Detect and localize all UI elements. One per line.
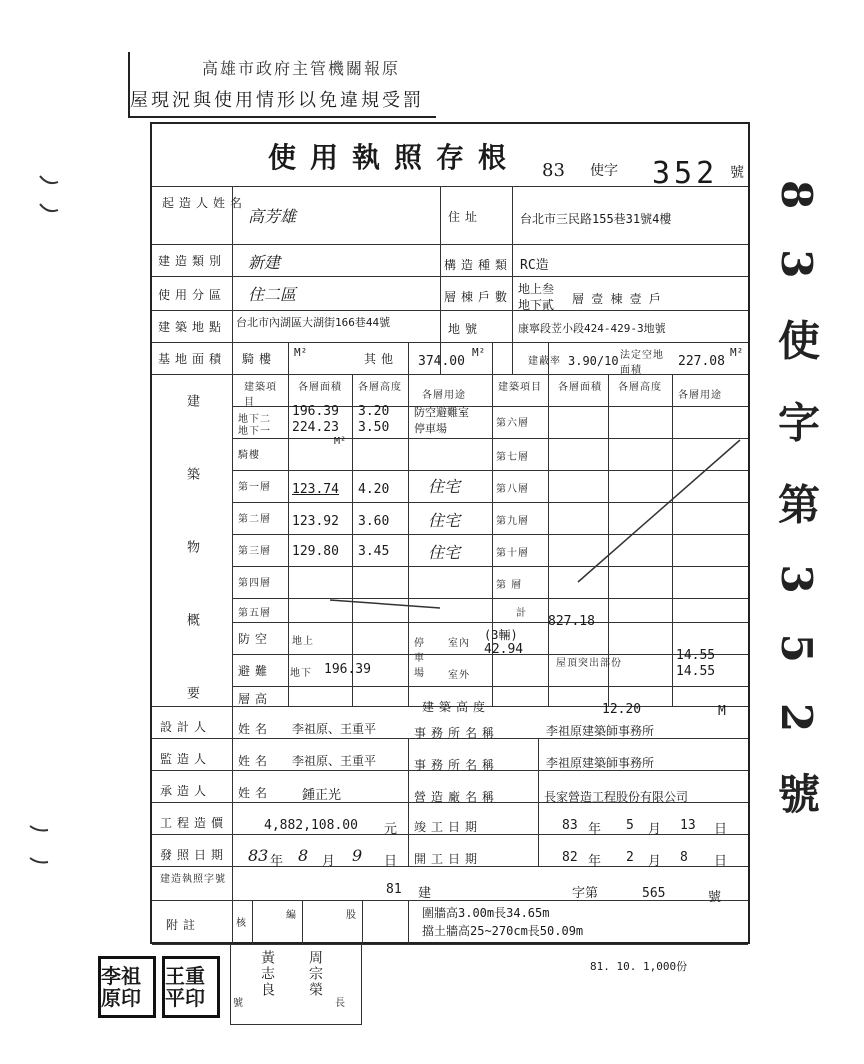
floors-below: 地下貳 <box>518 298 555 312</box>
floor-row: 地下一 <box>238 426 271 437</box>
land-value: 康寧段苙小段424-429-3地號 <box>518 322 666 335</box>
floors-above: 地上叁 <box>518 282 555 296</box>
unit-m2: M² <box>334 436 347 447</box>
stamp-line-2: 屋現況與使用情形以免違規受罰 <box>130 90 424 111</box>
f3-area: 129.80 <box>292 544 339 559</box>
roof-label: 屋頂突出部份 <box>556 658 622 669</box>
arcade-unit: M² <box>294 346 308 359</box>
b1-use: 停車場 <box>414 422 447 435</box>
overview-label: 建築物概要 <box>184 394 199 759</box>
completion-year: 83 <box>562 818 578 833</box>
outdoor-label: 室外 <box>448 670 470 681</box>
start-month: 2 <box>626 850 634 865</box>
location-value: 台北市內湖區大湖街166巷44號 <box>236 316 391 329</box>
build-type-label: 建造類別 <box>158 254 227 268</box>
start-year: 82 <box>562 850 578 865</box>
roof-area-2: 14.55 <box>676 664 716 679</box>
permit-no-suffix: 號 <box>708 890 722 905</box>
total-label: 計 <box>516 608 527 619</box>
permit-suffix: 號 <box>730 165 744 181</box>
f2-area: 123.92 <box>292 514 339 529</box>
issue-month: 8 <box>298 846 309 865</box>
unit-day: 日 <box>714 822 728 837</box>
signoff-number: 號 <box>233 998 244 1009</box>
unit-month: 月 <box>648 854 662 869</box>
applicant-label: 起造人姓名 <box>162 196 248 210</box>
height-header-right: 各層高度 <box>618 382 662 393</box>
legal-space-label: 法定空地面積 <box>620 350 664 376</box>
floor-row-right: 第 層 <box>496 580 523 591</box>
office-label: 事務所名稱 <box>414 758 500 772</box>
firm-label: 營造廠名稱 <box>414 790 500 804</box>
address-value: 台北市三民路155巷31號4樓 <box>520 212 672 226</box>
designer-value: 李祖原、王重平 <box>292 722 377 736</box>
signoff-staff-2: 周宗榮 <box>307 950 323 998</box>
signoff-sign: 股 <box>346 910 357 921</box>
b2-height: 3.20 <box>358 404 390 419</box>
unit-year: 年 <box>588 822 602 837</box>
name-label: 姓名 <box>238 786 273 800</box>
b2-use: 防空避難室 <box>414 406 469 419</box>
cost-unit: 元 <box>384 822 398 837</box>
seal-left: 李祖原印 <box>98 956 156 1018</box>
unit-month: 月 <box>648 822 662 837</box>
use-header: 各層用途 <box>422 390 466 401</box>
form-title: 使用執照存根 <box>268 141 521 174</box>
location-label: 建築地點 <box>158 320 227 334</box>
underground-label: 地下 <box>290 668 312 679</box>
f2-use: 住宅 <box>428 511 461 530</box>
parking-label: 停車場 <box>414 638 425 679</box>
address-label: 住址 <box>448 210 483 224</box>
margin-handwriting: 83使字第352號 <box>772 180 821 855</box>
permit-no-value: 565 <box>642 886 666 901</box>
b1-area: 224.23 <box>292 420 339 435</box>
building-height-label: 建築高度 <box>422 700 491 714</box>
structure-label: 構造種類 <box>444 258 513 272</box>
issue-day: 9 <box>352 846 363 865</box>
permit-no-char: 字第 <box>572 886 599 901</box>
base-area-label: 基地面積 <box>158 352 227 366</box>
completion-month: 5 <box>626 818 634 833</box>
supervisor-value: 李祖原、王重平 <box>292 754 377 768</box>
f1-use: 住宅 <box>428 477 461 496</box>
completion-label: 竣工日期 <box>414 820 483 834</box>
designer-label: 設計人 <box>160 720 212 734</box>
f1-height: 4.20 <box>358 482 390 497</box>
f3-height: 3.45 <box>358 544 390 559</box>
remarks-label: 附註 <box>166 918 201 932</box>
shelter-label: 避難 <box>238 664 273 678</box>
layer-height-label: 層高 <box>238 692 273 706</box>
other-unit: M² <box>472 346 486 359</box>
unit-month: 月 <box>322 854 336 869</box>
floor-row: 第三層 <box>238 546 271 557</box>
floor-row-right: 第七層 <box>496 452 529 463</box>
floor-row: 第五層 <box>238 608 271 619</box>
start-day: 8 <box>680 850 688 865</box>
unit-year: 年 <box>270 854 284 869</box>
roof-area-1: 14.55 <box>676 648 716 663</box>
supervisor-office: 李祖原建築師事務所 <box>546 756 655 770</box>
legal-space-unit: M² <box>730 346 744 359</box>
legal-space-value: 227.08 <box>678 354 725 369</box>
item-header: 建築項目 <box>244 382 277 408</box>
stamp-line-1: 高雄市政府主管機關報原 <box>202 59 401 78</box>
use-header-right: 各層用途 <box>678 390 722 401</box>
land-label: 地號 <box>448 322 483 336</box>
f2-height: 3.60 <box>358 514 390 529</box>
unit-day: 日 <box>384 854 398 869</box>
parking-count: (3輛) <box>484 628 518 642</box>
print-footer: 81. 10. 1,000份 <box>590 960 688 973</box>
building-height-unit: M <box>718 704 726 719</box>
issue-label: 發照日期 <box>160 848 229 862</box>
floor-row: 地下二 <box>238 414 271 425</box>
permit-no-label: 建造執照字號 <box>160 874 226 885</box>
f3-use: 住宅 <box>428 543 461 562</box>
air-raid-label: 防空 <box>238 632 273 646</box>
building-height-value: 12.20 <box>602 702 642 717</box>
indoor-label: 室內 <box>448 638 470 649</box>
coverage-value: 3.90/10 <box>568 354 619 368</box>
coverage-label: 建蔽率 <box>528 356 561 367</box>
signoff-edit: 編 <box>286 910 297 921</box>
parking-area: 42.94 <box>484 642 524 657</box>
floor-row: 第二層 <box>238 514 271 525</box>
signoff-staff-1: 黃志良 <box>259 950 275 998</box>
permit-no-year: 81 <box>386 882 402 897</box>
cost-label: 工程造價 <box>160 816 229 830</box>
unit-day: 日 <box>714 854 728 869</box>
b1-height: 3.50 <box>358 420 390 435</box>
other-area: 374.00 <box>418 354 465 369</box>
name-label: 姓名 <box>238 754 273 768</box>
contractor-value: 鍾正光 <box>302 788 342 803</box>
start-label: 開工日期 <box>414 852 483 866</box>
permit-no-build: 建 <box>418 886 432 901</box>
contractor-firm: 長家營造工程股份有限公司 <box>544 790 689 804</box>
supervisor-label: 監造人 <box>160 752 212 766</box>
other-label: 其他 <box>364 352 399 366</box>
b2-area: 196.39 <box>292 404 339 419</box>
structure-value: RC造 <box>520 258 549 273</box>
permit-type-char: 使字 <box>590 163 618 179</box>
floor-row: 第四層 <box>238 578 271 589</box>
signoff-check: 核 <box>236 918 247 929</box>
shelter-area: 196.39 <box>324 662 371 677</box>
name-label: 姓名 <box>238 722 273 736</box>
floors-label: 層棟戶數 <box>444 290 513 304</box>
unit-year: 年 <box>588 854 602 869</box>
floor-row-right: 第八層 <box>496 484 529 495</box>
floor-row-right: 第十層 <box>496 548 529 559</box>
issue-year: 83 <box>248 846 269 865</box>
floor-row-right: 第九層 <box>496 516 529 527</box>
floor-row: 騎樓 <box>238 450 260 461</box>
height-header: 各層高度 <box>358 382 402 393</box>
floor-row-right: 第六層 <box>496 418 529 429</box>
floors-rest: 層 壹 棟 壹 戶 <box>572 292 661 306</box>
arcade-label: 騎樓 <box>242 352 277 366</box>
remark-1: 圍牆高3.00m長34.65m <box>422 906 550 920</box>
seal-right: 王重平印 <box>162 956 220 1018</box>
permit-number: 352 <box>652 156 719 191</box>
contractor-label: 承造人 <box>160 784 212 798</box>
remark-2: 擋土牆高25~270cm長50.09m <box>422 924 584 938</box>
item-header-right: 建築項目 <box>498 382 542 393</box>
applicant-value: 高芳雄 <box>248 207 297 226</box>
zoning-value: 住二區 <box>248 285 297 304</box>
build-type-value: 新建 <box>248 253 281 272</box>
designer-office: 李祖原建築師事務所 <box>546 724 655 738</box>
cost-value: 4,882,108.00 <box>264 818 358 833</box>
floor-row: 第一層 <box>238 482 271 493</box>
ground-label: 地上 <box>292 636 314 647</box>
area-header: 各層面積 <box>298 382 342 393</box>
permit-year: 83 <box>542 160 565 181</box>
zoning-label: 使用分區 <box>158 288 227 302</box>
signoff-chief: 長 <box>335 998 346 1009</box>
total-area: 827.18 <box>548 614 595 629</box>
f1-area: 123.74 <box>292 482 339 497</box>
office-label: 事務所名稱 <box>414 726 500 740</box>
completion-day: 13 <box>680 818 696 833</box>
area-header-right: 各層面積 <box>558 382 602 393</box>
